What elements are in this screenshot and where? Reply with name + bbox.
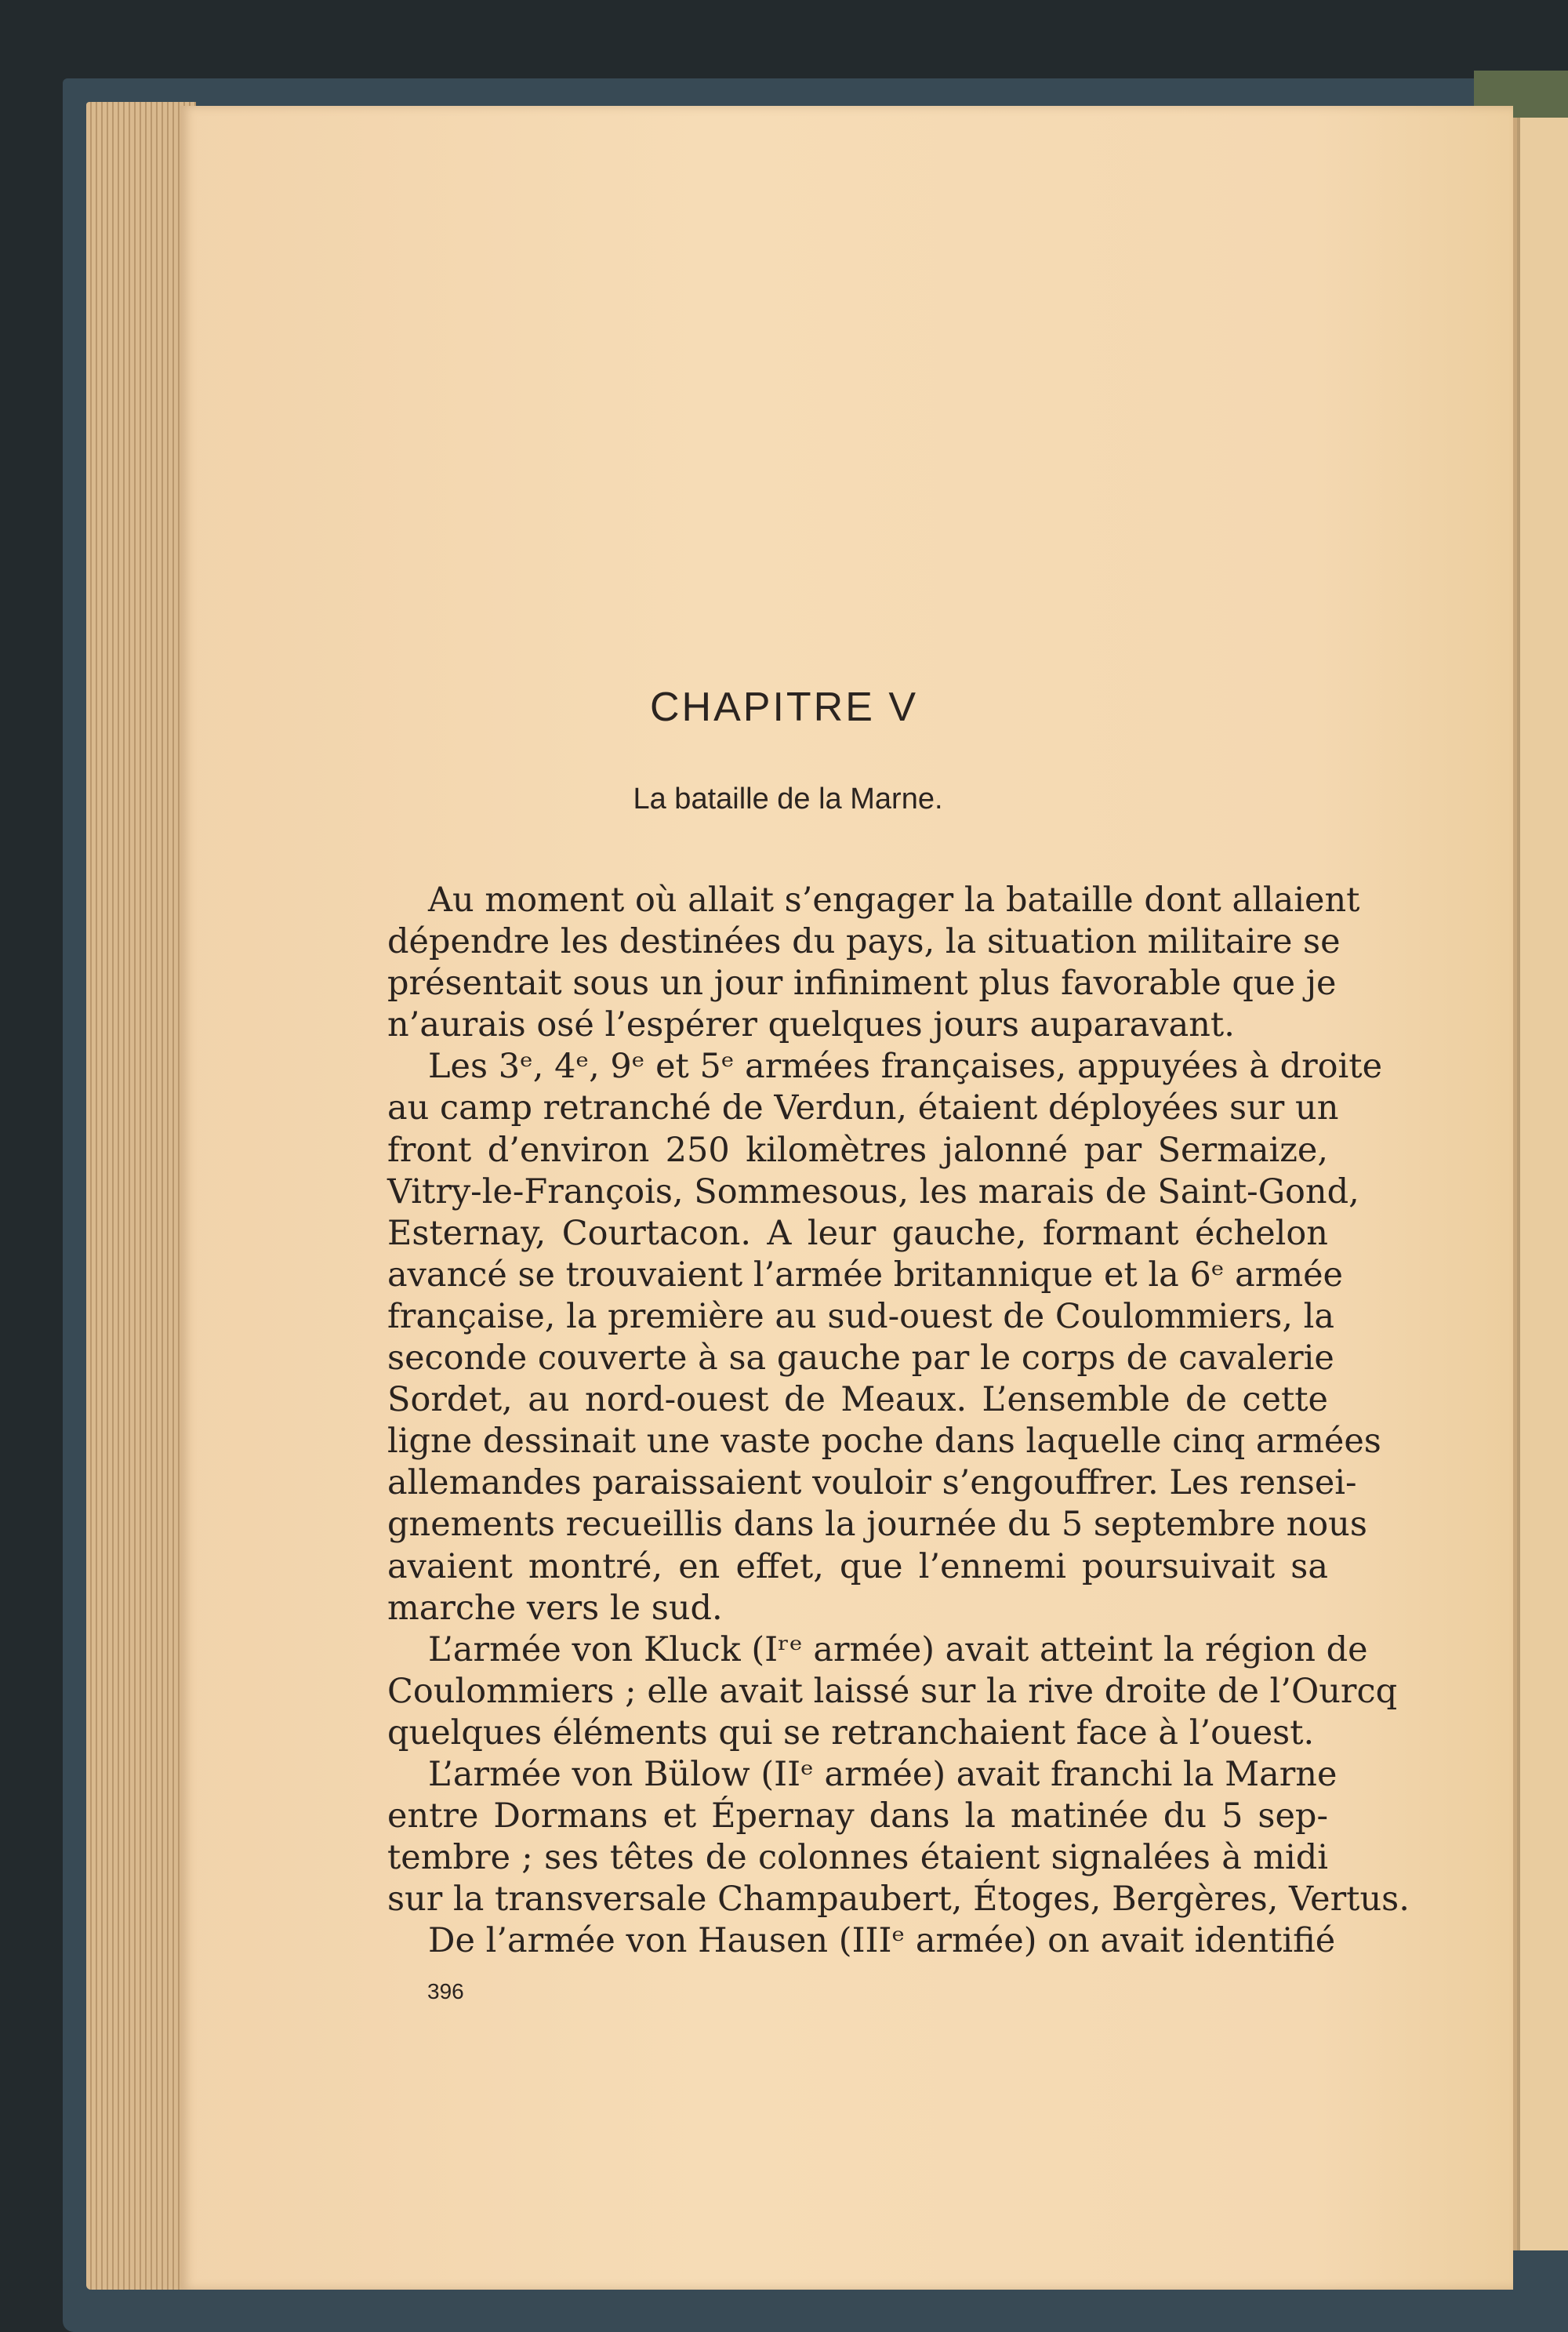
text-line: gnements recueillis dans la journée du 5 septembre nous	[387, 1505, 1367, 1545]
text-line: allemandes paraissaient vouloir s’engouffrer. Les rensei-	[387, 1463, 1357, 1503]
text-line: avaient montré, en effet, que l’ennemi poursuivait sa	[387, 1546, 1328, 1586]
text-line: Au moment où allait s’engager la bataille dont allaient	[428, 881, 1360, 920]
text-line: seconde couverte à sa gauche par le corps de cavalerie	[387, 1339, 1334, 1378]
text-line: front d’environ 250 kilomètres jalonné par Sermaize,	[387, 1130, 1328, 1170]
text-line: marche vers le sud.	[387, 1588, 723, 1628]
text-line: quelques éléments qui se retranchaient face à l’ouest.	[387, 1713, 1315, 1753]
text-line: L’armée von Kluck (Iʳᵉ armée) avait atteint la région de	[428, 1629, 1368, 1669]
text-line: Vitry-le-François, Sommesous, les marais de Saint-Gond,	[387, 1171, 1359, 1211]
text-line: Sordet, au nord-ouest de Meaux. L’ensemble de cette	[387, 1380, 1328, 1420]
text-line: tembre ; ses têtes de colonnes étaient signalées à midi	[387, 1838, 1328, 1878]
text-line: dépendre les destinées du pays, la situation militaire se	[387, 922, 1341, 962]
paragraph	[387, 1920, 1336, 1962]
text-line: sur la transversale Champaubert, Étoges, Bergères, Vertus.	[387, 1880, 1410, 1920]
text-line: au camp retranché de Verdun, étaient déployées sur un	[387, 1088, 1339, 1128]
text-line: Esternay, Courtacon. A leur gauche, formant échelon	[387, 1213, 1328, 1253]
text-line: avancé se trouvaient l’armée britannique et la 6ᵉ armée	[387, 1255, 1343, 1295]
chapter-subtitle: La bataille de la Marne.	[633, 783, 943, 815]
text-line: L’armée von Bülow (IIᵉ armée) avait franchi la Marne	[428, 1754, 1338, 1794]
paragraph	[387, 1046, 1383, 1629]
text-line: française, la première au sud-ouest de Coulommiers, la	[387, 1296, 1335, 1336]
text-line: ligne dessinait une vaste poche dans laquelle cinq armées	[387, 1422, 1381, 1462]
page-stack-edges	[86, 102, 196, 2290]
text-line: De l’armée von Hausen (IIIᵉ armée) on avait identifié	[428, 1921, 1336, 1961]
facing-page	[1517, 118, 1568, 2250]
text-line: entre Dormans et Épernay dans la matinée du 5 sep-	[387, 1796, 1328, 1836]
paragraph	[387, 1754, 1410, 1920]
page-number: 396	[427, 1979, 464, 2003]
body-text	[387, 880, 1410, 1962]
text-line: Les 3ᵉ, 4ᵉ, 9ᵉ et 5ᵉ armées françaises, appuyées à droite	[428, 1047, 1383, 1087]
text-line: présentait sous un jour infiniment plus favorable que je	[387, 964, 1337, 1004]
chapter-title: CHAPITRE V	[649, 685, 919, 730]
text-line: n’aurais osé l’espérer quelques jours auparavant.	[387, 1005, 1235, 1045]
paragraph	[387, 880, 1360, 1046]
paragraph	[387, 1629, 1398, 1754]
text-line: Coulommiers ; elle avait laissé sur la rive droite de l’Ourcq	[387, 1671, 1398, 1711]
